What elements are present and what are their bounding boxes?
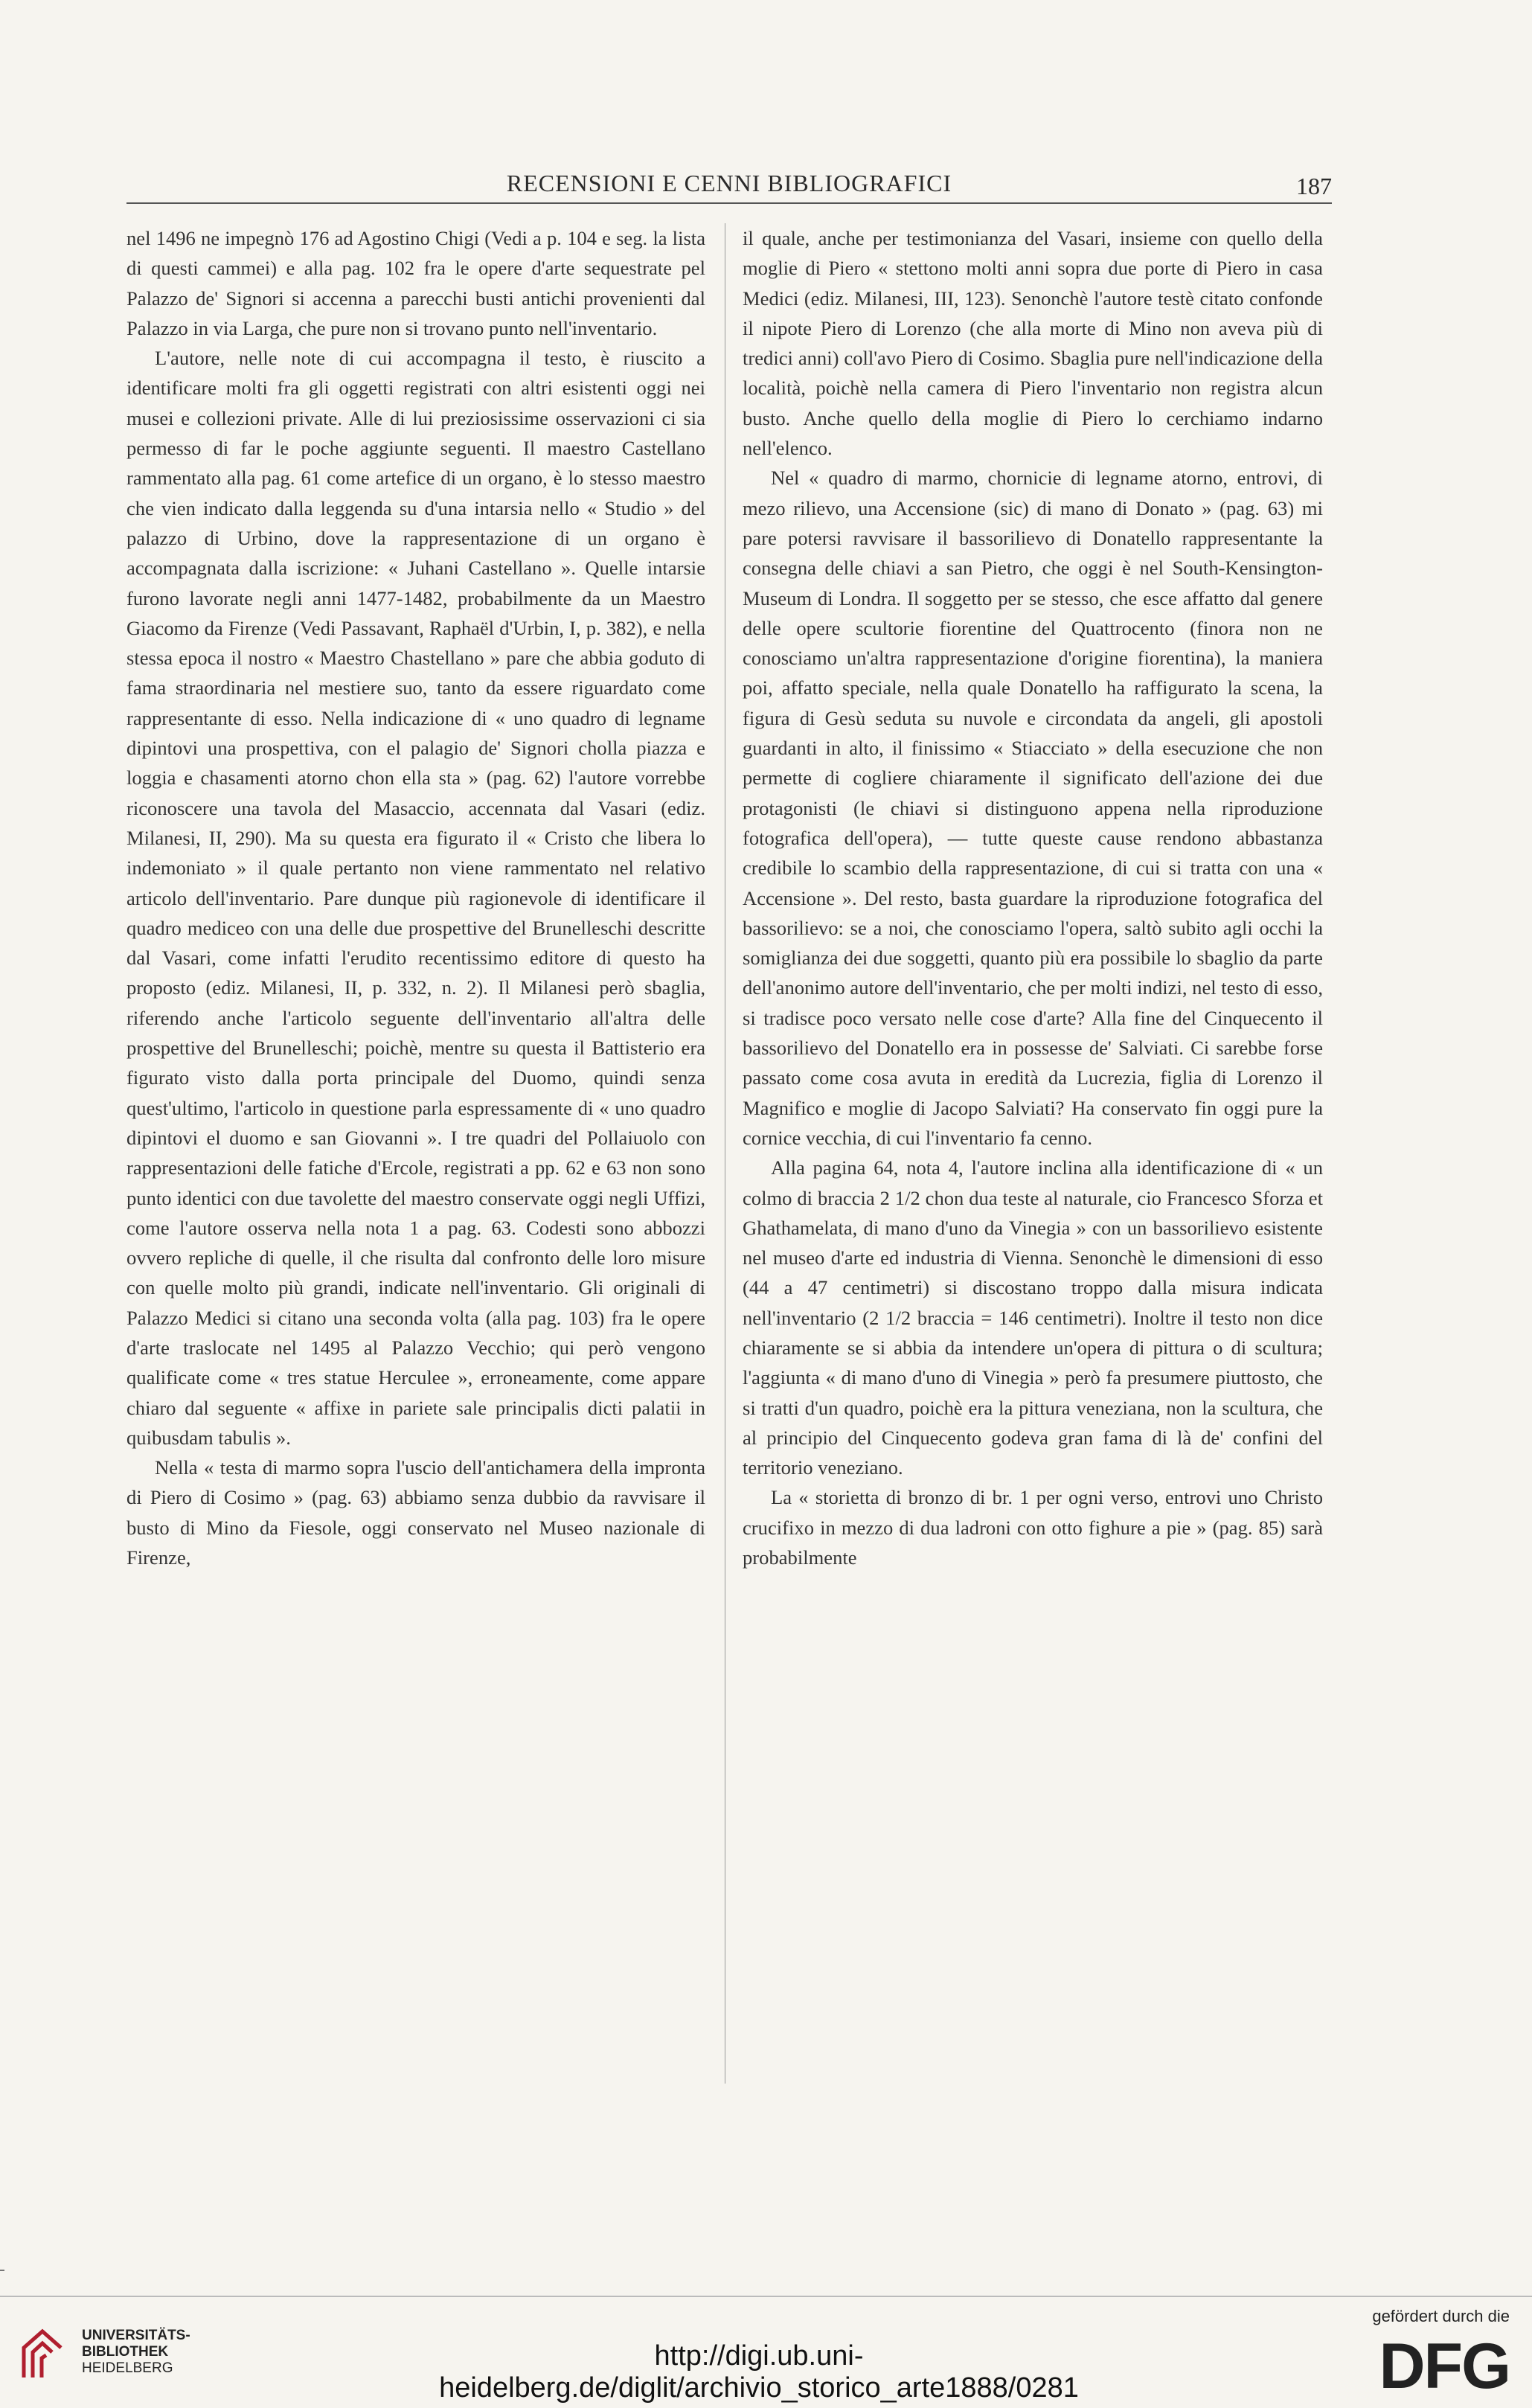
paragraph: Nel « quadro di marmo, chornicie di legname atorno, entrovi, di mezo rilievo, una Accensione (sic) di mano di Donato » (pag. 63) mi pare potersi ravvisare il bassorilievo di Donatello rappresentante la consegna delle chiavi a san Pietro, che oggi è nel South-Kensington-Museum di Londra. Il soggetto per se stesso, che esce affatto dal genere delle opere scultorie fiorentine del Quattrocento (finora non ne conosciamo un'altra rappresentazione d'origine fiorentina), la maniera poi, affatto speciale, nella quale Donatello ha raffigurato la scena, la figura di Gesù seduta su nuvole e circondata da angeli, gli apostoli guardanti in alto, il finissimo « Stiacciato » della esecuzione che non permette di cogliere chiaramente il significato dell'azione dei due protagonisti (le chiavi si distinguono appena nella riproduzione fotografica dell'opera), — tutte queste cause rendono abbastanza credibile lo scambio della rappresentazione, di cui si tratta con una « Accensione ». Del resto, basta guardare la riproduzione fotografica del bassorilievo: se a noi, che conosciamo l'opera, saltò subito agli occhi la somiglianza dei due soggetti, quanto più era possibile lo sbaglio da parte dell'anonimo autore dell'inventario, che per molti indizi, nel testo di esso, si tradisce poco versato nelle cose d'arte? Alla fine del Cinquecento il bassorilievo del Donatello era in possesse de' Salviati. Ci sarebbe forse passato come cosa avuta in eredità da Lucrezia, figlia di Lorenzo il Magnifico e moglie di Jacopo Salviati? Ha conservato fin oggi pure la cornice vecchia, di cui l'inventario fa cenno.	[743, 467, 1323, 1149]
dfg-logo: DFG	[1379, 2331, 1510, 2402]
page-number: 187	[1296, 173, 1332, 199]
scan-mark	[0, 2270, 4, 2271]
paragraph: nel 1496 ne impegnò 176 ad Agostino Chigi (Vedi a p. 104 e seg. la lista di questi cammei) e alla pag. 102 fra le opere d'arte sequestrate pel Palazzo de' Signori si accenna a parecchi busti antichi provenienti dal Palazzo in via Larga, che pure non si trovano punto nell'inventario.	[126, 227, 705, 339]
page-title: RECENSIONI E CENNI BIBLIOGRAFICI	[506, 170, 952, 196]
paragraph: Nella « testa di marmo sopra l'uscio dell'antichamera della impronta di Piero di Cosimo » (pag. 63) abbiamo senza dubbio da ravvisare il busto di Mino da Fiesole, oggi conservato nel Museo nazionale di Firenze,	[126, 1456, 705, 1569]
left-column	[126, 223, 705, 2069]
paragraph: Alla pagina 64, nota 4, l'autore inclina alla identificazione di « un colmo di braccia 2 1/2 chon dua teste al naturale, cio Francesco Sforza et Ghathamelata, di mano d'uno da Vinegia » con un bassorilievo esistente nel museo d'arte ed industria di Vienna. Senonchè le dimensioni di esso (44 a 47 centimetri) si discostano troppo dalla misura indicata nell'inventario (2 1/2 braccia = 146 centimetri). Inoltre il testo non dice chiaramente se si abbia da intendere un'opera di pittura o di scultura; l'aggiunta « di mano d'uno di Vinegia » però fa presumere piuttosto, che si tratti d'un quadro, poichè era la pittura veneziana, non la scultura, che al principio del Cinquecento godeva gran fama di là de' confini del territorio veneziano.	[743, 1156, 1323, 1479]
funded-by-label: gefördert durch die	[1372, 2307, 1510, 2325]
library-name: UNIVERSITÄTS- BIBLIOTHEK HEIDELBERG	[82, 2328, 190, 2376]
paragraph: il quale, anche per testimonianza del Vasari, insieme con quello della moglie di Piero « stettono molti anni sopra due porte di Piero in casa Medici (ediz. Milanesi, III, 123). Senonchè l'autore testè citato confonde il nipote Piero di Lorenzo (che alla morte di Mino non aveva più di tredici anni) coll'avo Piero di Cosimo. Sbaglia pure nell'indicazione della località, poichè nella camera di Piero l'inventario non registra alcun busto. Anche quello della moglie di Piero lo cerchiamo indarno nell'elenco.	[743, 227, 1323, 460]
paragraph: L'autore, nelle note di cui accompagna il testo, è riuscito a identificare molti fra gli oggetti registrati con altri esistenti oggi nei musei e collezioni private. Alle di lui preziosissime osservazioni ci sia permesso di far le poche aggiunte seguenti. Il maestro Castellano rammentato alla pag. 61 come artefice di un organo, è lo stesso maestro che vien indicato dalla leggenda su d'una intarsia nello « Studio » del palazzo di Urbino, dove la rappresentazione di un organo è accompagnata dalla iscrizione: « Juhani Castellano ». Quelle intarsie furono lavorate negli anni 1477-1482, probabilmente da un Maestro Giacomo da Firenze (Vedi Passavant, Raphaël d'Urbin, I, p. 382), e nella stessa epoca il nostro « Maestro Chastellano » pare che abbia goduto di fama straordinaria nel mestiere suo, tanto da essere riguardato come rappresentante di esso. Nella indicazione di « uno quadro di legname dipintovi una prospettiva, con el palagio de' Signori cholla piazza e loggia e chasamenti atorno chon ella sta » (pag. 62) l'autore vorrebbe riconoscere una tavola del Masaccio, accennata dal Vasari (ediz. Milanesi, II, 290). Ma su questa era figurato il « Cristo che libera lo indemoniato » il quale pertanto non viene rammentato nel relativo articolo dell'inventario. Pare dunque più ragionevole di identificare il quadro mediceo con una delle due prospettive del Brunelleschi descritte dal Vasari, come infatti l'erudito recentissimo editore di questo ha proposto (ediz. Milanesi, II, p. 332, n. 2). Il Milanesi però sbaglia, riferendo anche l'articolo seguente dell'inventario all'altra delle prospettive del Brunelleschi; poichè, mentre su questa il Battisterio era figurato visto dalla porta principale del Duomo, quindi senza quest'ultimo, l'articolo in questione parla espressamente di « uno quadro dipintovi el duomo e san Giovanni ». I tre quadri del Pollaiuolo con rappresentazioni delle fatiche d'Ercole, registrati a pp. 62 e 63 non sono punto identici con due tavolette del maestro conservate oggi negli Uffizi, come l'autore osserva nella nota 1 a pag. 63. Codesti sono abbozzi ovvero repliche di quelle, il che risulta dal confronto delle loro misure con quelle molto più grandi, indicate nell'inventario. Gli originali di Palazzo Medici si citano una seconda volta (alla pag. 103) fra le opere d'arte traslocate nel 1495 al Palazzo Vecchio; qui però vengono qualificate come « tres statue Herculee », erroneamente, come appare chiaro dal seguente « affixe in pariete sale principalis dicti palatii in quibusdam tabulis ».	[126, 347, 705, 1449]
running-header	[126, 170, 1332, 204]
right-column	[743, 223, 1323, 2069]
footer-divider	[0, 2296, 1532, 2297]
library-logo-icon	[16, 2325, 68, 2385]
source-url-link[interactable]: http://digi.ub.uni-heidelberg.de/diglit/archivio_storico_arte1888/0281	[439, 2340, 1079, 2404]
paragraph: La « storietta di bronzo di br. 1 per ogni verso, entrovi uno Christo crucifixo in mezzo di dua ladroni con otto fighure a pie » (pag. 85) sarà probabilmente	[743, 1486, 1323, 1569]
